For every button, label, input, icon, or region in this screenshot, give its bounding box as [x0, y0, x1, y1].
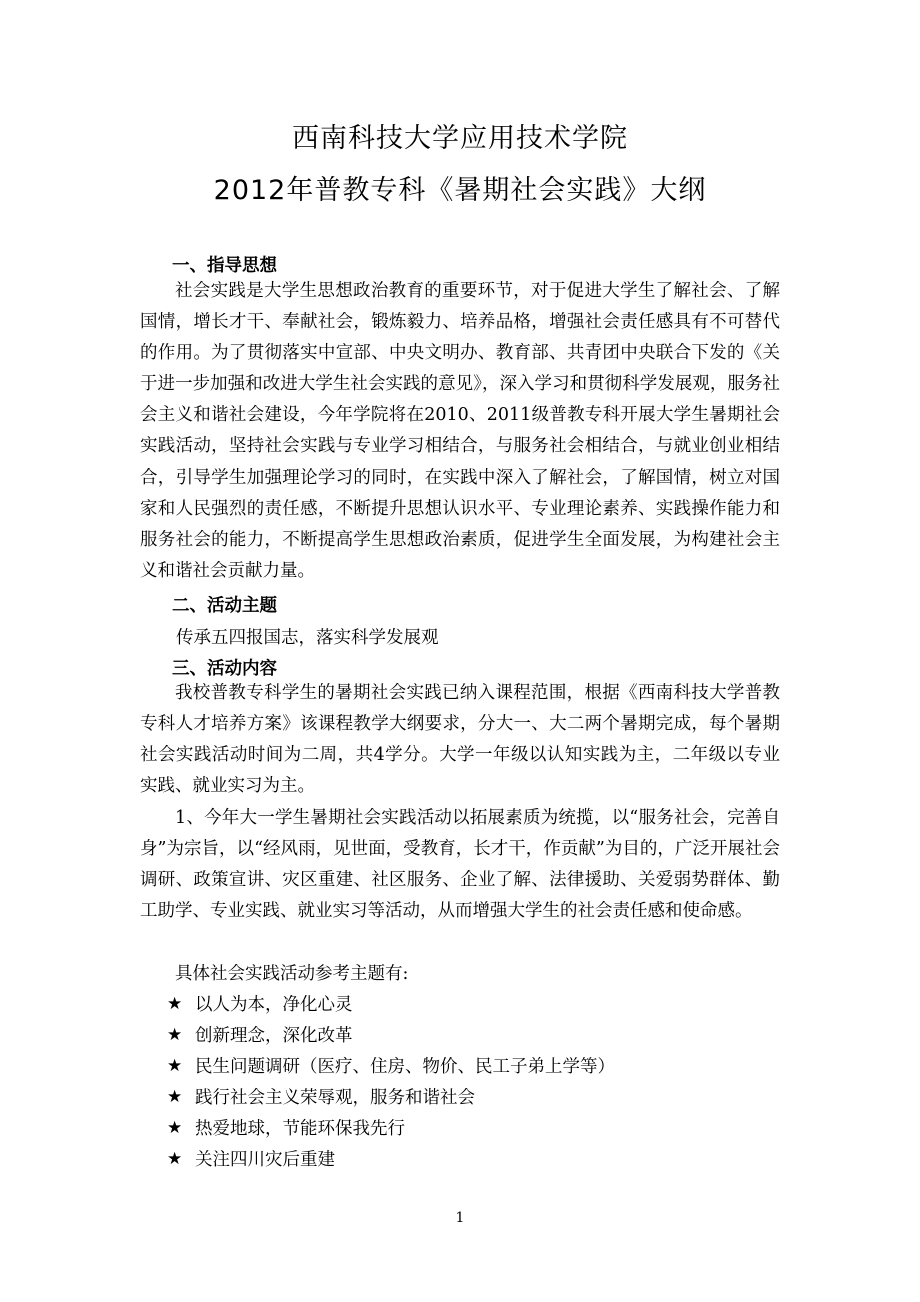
content-paragraph-2: 1、今年大一学生暑期社会实践活动以拓展素质为统揽，以“服务社会，完善自身”为宗旨，以“经风雨，见世面，受教育，长才干，作贡献”为目的，广泛开展社会调研、政策宣讲、灾区重建、社区服务、企业了解、法律援助、关爱弱势群体、勤工助学、专业实践、就业实习等活动，从而增强大学生的社会责任感和使命感。: [140, 808, 780, 922]
topic-text: 民生问题调研（医疗、住房、物价、民工子弟上学等）: [195, 1057, 615, 1077]
star-icon: ★: [167, 1148, 183, 1169]
theme-text: 传承五四报国志，落实科学发展观: [176, 628, 439, 648]
topic-text: 关注四川灾后重建: [195, 1150, 335, 1170]
star-icon: ★: [167, 1117, 183, 1138]
section-heading-theme: 二、活动主题: [172, 596, 277, 616]
topic-list-item: [167, 1115, 405, 1140]
star-icon: ★: [167, 1055, 183, 1076]
topic-list-item: [167, 991, 353, 1016]
topics-intro: 具体社会实践活动参考主题有:: [175, 964, 409, 984]
document-title-line1: 西南科技大学应用技术学院: [292, 123, 628, 154]
topic-list-item: [167, 1022, 353, 1047]
guiding-paragraph: 社会实践是大学生思想政治教育的重要环节，对于促进大学生了解社会、了解国情，增长才干、奉献社会，锻炼毅力、培养品格，增强社会责任感具有不可替代的作用。为了贯彻落实中宣部、中央文明办、教育部、共青团中央联合下发的《关于进一步加强和改进大学生社会实践的意见》，深入学习和贯彻科学发展观，服务社会主义和谐社会建设，今年学院将在2010、2011级普教专科开展大学生暑期社会实践活动，坚持社会实践与专业学习相结合，与服务社会相结合，与就业创业相结合，引导学生加强理论学习的同时，在实践中深入了解社会，了解国情，树立对国家和人民强烈的责任感，不断提升思想认识水平、专业理论素养、实践操作能力和服务社会的能力，不断提高学生思想政治素质，促进学生全面发展，为构建社会主义和谐社会贡献力量。: [140, 281, 780, 581]
section-heading-content: 三、活动内容: [172, 659, 277, 679]
star-icon: ★: [167, 1024, 183, 1045]
star-icon: ★: [167, 993, 183, 1014]
section-heading-guiding: 一、指导思想: [172, 256, 277, 276]
topic-list-item: [167, 1053, 615, 1078]
topic-list-item: [167, 1084, 475, 1109]
page-number: 1: [455, 1210, 465, 1226]
topic-text: 以人为本，净化心灵: [195, 995, 353, 1015]
topic-list-item: [167, 1146, 335, 1171]
star-icon: ★: [167, 1086, 183, 1107]
document-title-line2: 2012年普教专科《暑期社会实践》大纲: [213, 175, 707, 206]
content-paragraph-1: 我校普教专科学生的暑期社会实践已纳入课程范围，根据《西南科技大学普教专科人才培养方案》该课程教学大纲要求，分大一、大二两个暑期完成，每个暑期社会实践活动时间为二周，共4学分。大学一年级以认知实践为主，二年级以专业实践、就业实习为主。: [140, 683, 780, 797]
topic-text: 践行社会主义荣辱观，服务和谐社会: [195, 1088, 475, 1108]
topic-text: 热爱地球，节能环保我先行: [195, 1119, 405, 1139]
topic-text: 创新理念，深化改革: [195, 1026, 353, 1046]
